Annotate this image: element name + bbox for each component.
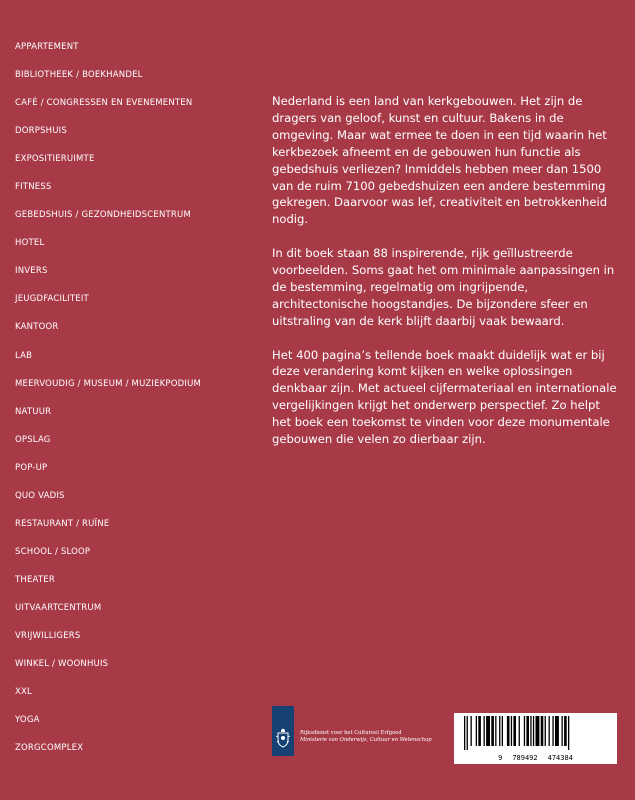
category-item: EXPOSITIERUIMTE [15,154,95,165]
back-cover-blurb [272,93,617,465]
barcode-bar [552,716,553,746]
category-item: MEERVOUDIG / MUSEUM / MUZIEKPODIUM [15,378,202,389]
category-item: OPSLAG [15,434,51,445]
category-item: FITNESS [15,182,52,193]
barcode-digit-group: 474384 [547,754,573,762]
category-item: CAFÉ / CONGRESSEN EN EVENEMENTEN [15,98,193,109]
barcode-bar [526,716,529,746]
barcode-bar [484,716,485,746]
category-list [15,40,201,769]
barcode-bar [533,716,534,746]
category-item: XXL [15,687,32,698]
agency-name: Rijksdienst voor het Cultureel Erfgoed [300,730,402,736]
category-item: YOGA [15,715,40,726]
blurb-paragraph-3: Het 400 pagina’s tellende boek maakt duidelijk wat er bij deze verandering komt kijken en welke oplossingen denkbaar zijn. Met actueel cijfermateriaal en internationale vergelijkingen krijgt het onderwerp perspectief. Zo helpt het boek een toekomst te vinden voor deze monumentale gebouwen die velen zo dierbaar zijn. [272,347,617,447]
category-item: WINKEL / WOONHUIS [15,659,109,670]
barcode-bar [545,716,546,746]
barcode-bar [564,716,567,746]
publisher-logo [272,706,432,756]
category-item: INVERS [15,266,48,277]
blurb-paragraph-2: In dit boek staan 88 inspirerende, rijk geïllustreerde voorbeelden. Soms gaat het om minimale aanpassingen in de bestemming, regelmatig om ingrijpende, architectonische hoogstandjes. De bijzondere sfeer en uitstraling van de kerk blijft daarbij vaak bewaard. [272,246,615,328]
barcode-bar [562,716,563,746]
barcode-bars [458,716,613,750]
barcode-bar [495,716,496,746]
barcode-bar [476,716,477,746]
category-item: UITVAARTCENTRUM [15,602,102,613]
category-item: QUO VADIS [15,490,65,501]
barcode-bar [524,716,525,746]
category-item: HOTEL [15,238,45,249]
barcode-bar [471,716,472,746]
barcode-bar [536,716,540,746]
barcode-bar [555,716,559,746]
category-item: NATUUR [15,406,52,417]
barcode-bar [519,716,520,746]
ministry-name: Ministerie van Onderwijs, Cultuur en Wetenschap [300,736,432,743]
barcode-bar [511,716,512,746]
category-item: ZORGCOMPLEX [15,743,84,754]
barcode-bar [568,716,569,750]
barcode-bar [467,716,468,750]
barcode-bar [464,716,465,750]
barcode-bar [549,716,550,746]
category-item: BIBLIOTHEEK / BOEKHANDEL [15,70,143,81]
barcode-bar [486,716,490,746]
barcode-bar [478,716,481,746]
isbn-barcode [454,713,617,764]
barcode-bar [502,716,503,746]
barcode-digit-group: 789492 [512,754,538,762]
category-item: SCHOOL / SLOOP [15,546,91,557]
category-item: THEATER [15,574,55,585]
barcode-bar [499,716,500,746]
logo-bar [272,706,294,756]
barcode-bar [513,716,516,746]
barcode-bar [541,716,544,746]
barcode-bar [530,716,531,746]
barcode-bar [491,716,494,746]
category-item: LAB [15,350,33,361]
category-item: VRIJWILLIGERS [15,630,81,641]
blurb-paragraph-1: Nederland is een land van kerkgebouwen. Het zijn de dragers van geloof, kunst en cultuur. Bakens in de omgeving. Maar wat ermee te doen in een tijd waarin het kerkbezoek afneemt en de gebouwen hun functie als gebedshuis verliezen? Inmiddels hebben meer dan 1500 van de ruim 7100 gebedshuizen een andere bestemming gekregen. Daarvoor was lef, creativiteit en betrokkenheid nodig. [272,94,608,227]
category-item: POP-UP [15,462,48,473]
coat-of-arms-icon [275,728,291,750]
publisher-name [300,730,440,744]
category-item: GEBEDSHUIS / GEZONDHEIDSCENTRUM [15,210,191,221]
barcode-digits [454,754,617,763]
barcode-digit-group: 9 [498,754,503,762]
category-item: RESTAURANT / RUÏNE [15,518,110,529]
category-item: JEUGDFACILITEIT [15,294,89,305]
category-item: APPARTEMENT [15,42,79,52]
category-item: DORPSHUIS [15,126,67,137]
category-item: KANTOOR [15,322,59,333]
barcode-bar [507,716,510,746]
